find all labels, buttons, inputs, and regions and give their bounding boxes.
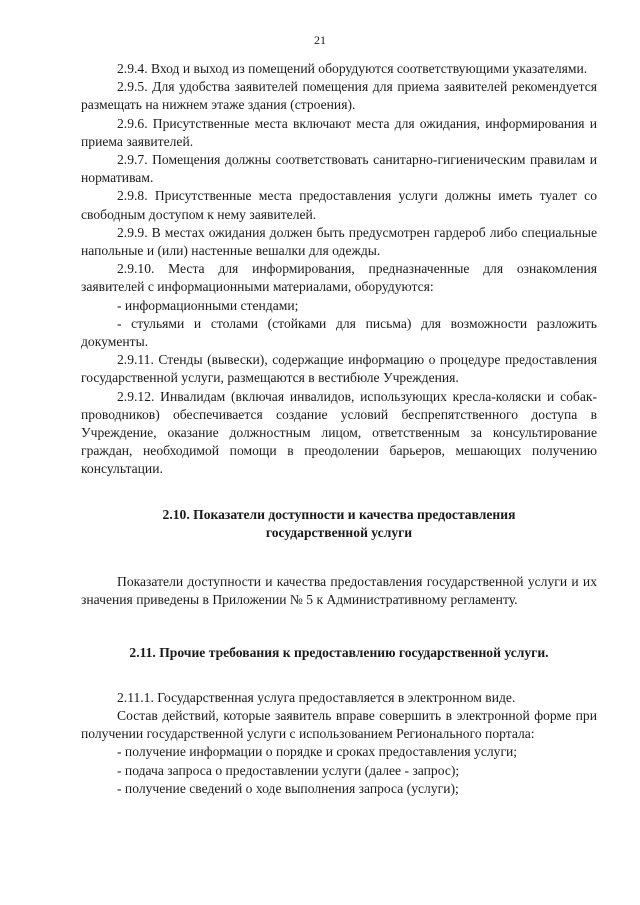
document-body	[81, 60, 597, 798]
spacer	[81, 479, 597, 506]
list-item: - подача запроса о предоставлении услуги (далее - запрос);	[117, 762, 460, 778]
paragraph-2-9-11: 2.9.11. Стенды (вывески), содержащие информацию о процедуре предоставления государственной услуги, размещаются в вестибюле Учреждения.	[81, 352, 597, 386]
page-number: 21	[314, 33, 326, 47]
list-item: - информационными стендами;	[117, 297, 299, 313]
list-item: - стульями и столами (стойками для письма) для возможности разложить документы.	[81, 315, 597, 350]
spacer	[81, 609, 597, 644]
section-heading-2-11: 2.11. Прочие требования к предоставлению государственной услуги.	[129, 645, 549, 661]
paragraph-2-11-1: 2.11.1. Государственная услуга предоставляется в электронном виде.	[117, 689, 516, 705]
paragraph-2-9-12: 2.9.12. Инвалидам (включая инвалидов, использующих кресла-коляски и собак-проводников) обеспечивается создание условий беспрепятственного доступа в Учреждение, оказание должностным лицом, ответственным за консультирование граждан, необходимой помощи в преодолении барьеров, мешающих получению консультации.	[81, 388, 597, 477]
list-item: - получение информации о порядке и сроках предоставления услуги;	[117, 744, 518, 760]
section-heading-line: государственной услуги	[265, 524, 413, 540]
paragraph-2-10: Показатели доступности и качества предоставления государственной услуги и их значения приведены в Приложении № 5 к Административному регламенту.	[81, 574, 597, 608]
section-heading-line: 2.10. Показатели доступности и качества предоставления	[162, 506, 516, 522]
paragraph-2-9-9: 2.9.9. В местах ожидания должен быть предусмотрен гардероб либо специальные напольные и (или) настенные вешалки для одежды.	[81, 224, 597, 259]
paragraph-2-9-6: 2.9.6. Присутственные места включают места для ожидания, информирования и приема заявителей.	[81, 115, 597, 149]
list-item: - получение сведений о ходе выполнения запроса (услуги);	[117, 780, 459, 796]
paragraph-2-9-5: 2.9.5. Для удобства заявителей помещения для приема заявителей рекомендуется размещать на нижнем этаже здания (строения).	[81, 79, 597, 113]
paragraph-2-9-10: 2.9.10. Места для информирования, предназначенные для ознакомления заявителей с информационными материалами, оборудуются:	[81, 261, 597, 295]
section-heading-2-10	[81, 506, 597, 542]
spacer	[81, 542, 597, 573]
paragraph-2-9-4: 2.9.4. Вход и выход из помещений оборудуются соответствующими указателями.	[117, 61, 588, 76]
paragraph-2-9-7: 2.9.7. Помещения должны соответствовать санитарно-гигиеническим правилам и нормативам.	[81, 152, 597, 186]
spacer	[81, 663, 597, 689]
paragraph-2-11-actions: Состав действий, которые заявитель вправе совершить в электронной форме при получении государственной услуги с использованием Регионального портала:	[81, 707, 597, 742]
paragraph-2-9-8: 2.9.8. Присутственные места предоставления услуги должны иметь туалет со свободным доступом к нему заявителей.	[81, 188, 597, 222]
